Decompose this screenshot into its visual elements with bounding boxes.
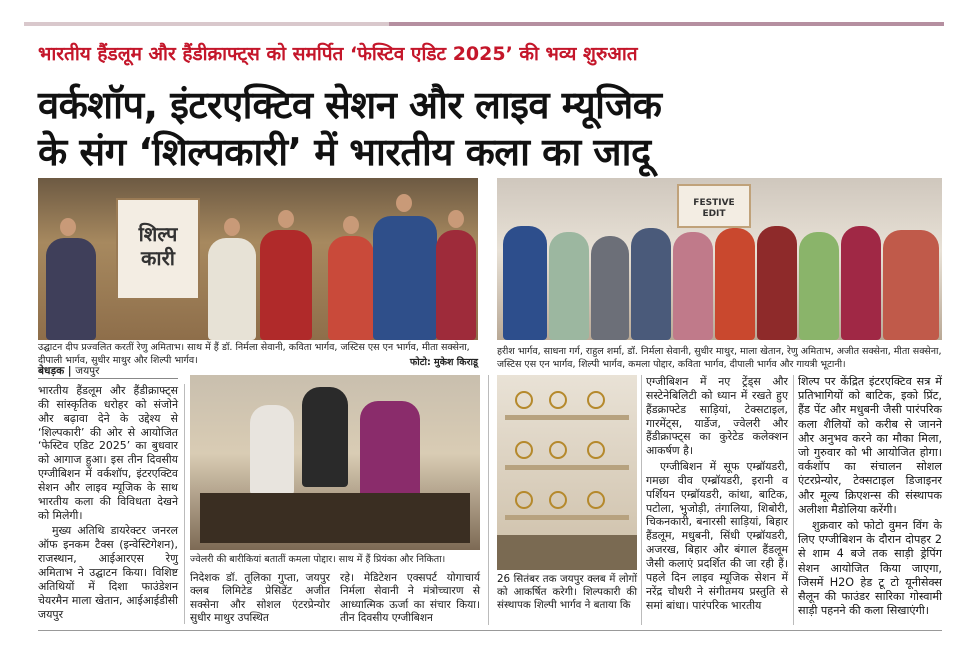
person-figure xyxy=(260,230,312,340)
jewellery-tray xyxy=(200,493,470,543)
person-figure xyxy=(302,387,348,487)
display-counter xyxy=(497,535,637,570)
necklace-icon xyxy=(515,441,533,459)
bottom-rule xyxy=(38,630,942,631)
photo-inauguration-caption: उद्घाटन दीप प्रज्वलित करतीं रेणु अमिताभ। साथ में हैं डॉ. निर्मला सेवानी, कविता भार्गव, जस्टिस एस एन भार्गव, मीता सक्सेना, दीपाली भार्गव, सुधीर माथुर और शिल्पी भार्गव। फोटो: मुकेश किराडू xyxy=(38,342,478,368)
display-shelf xyxy=(505,415,629,420)
article-paragraph: निदेशक डॉ. तूलिका गुप्ता, जयपुर क्लब लिमिटेड प्रेसिडेंट अजीत सक्सेना और सोशल एंटरप्रेन्योर सुधीर माथुर उपस्थित xyxy=(190,572,330,625)
headline-line-2: के संग ‘शिल्पकारी’ में भारतीय कला का जादू xyxy=(38,130,651,174)
column-divider xyxy=(641,375,642,625)
person-figure xyxy=(250,405,294,495)
article-column-4 xyxy=(497,573,637,614)
column-divider xyxy=(488,375,489,625)
necklace-icon xyxy=(549,491,567,509)
column-divider xyxy=(184,384,185,624)
main-headline xyxy=(38,82,943,176)
person-figure xyxy=(373,216,437,340)
article-paragraph: भारतीय हैंडलूम और हैंडीक्राफ्ट्स की सांस्कृतिक धरोहर को संजोने और बढ़ावा देने के उद्देश्य से ‘शिल्पकारी’ की ओर से आयोजित ‘फेस्टिव एडिट 2025’ का बुधवार को आगाज हुआ। इस तीन दिवसीय एग्जीबिशन में वर्कशॉप, इंटरएक्टिव सेशन और लाइव म्यूजिक के साथ भारतीय कला की विविधता देखने को मिलेगी। xyxy=(38,384,178,522)
article-paragraph: शिल्प पर केंद्रित इंटरएक्टिव सत्र में प्रतिभागियों को बाटिक, इको प्रिंट, हैंड पेंट और मधुबनी जैसी पारंपरिक कला शैलियों को करीब से जानने और अनुभव करने का मौका मिला, जो गुरुवार को भी आयोजित होगा। वर्कशॉप का संचालन सोशल एंटरप्रेन्योर, टेक्सटाइल डिजाइनर और मूल्य क्रिएशन्स की संस्थापक अलीशा मैडोलिया करेंगी। xyxy=(798,375,942,516)
column-divider xyxy=(793,375,794,625)
person-figure xyxy=(715,228,755,340)
person-head xyxy=(396,194,412,212)
person-figure xyxy=(549,232,589,340)
display-shelf xyxy=(505,465,629,470)
article-paragraph: एग्जीबिशन में सूफ एम्ब्रॉयडरी, गमछा वीव एम्ब्रॉयडरी, इरानी व पर्शियन एम्ब्रॉयडरी, कांथा, बाटिक, पटोला, भुजोड़ी, तंगालिया, शिबोरी, चिकनकारी, बनारसी साड़ियां, बिहार हैंडलूम, मधुबनी, सिंधी एम्ब्रॉयडरी, अजरख, बिहार और बंगाल हैंडलूम जैसी कलाएं प्रदर्शित की जा रही हैं। पहले दिन लाइव म्यूजिक सेशन में नरेंद्र चौधरी ने संगीतमय प्रस्तुति से समां बांधा। पारंपरिक भारतीय xyxy=(646,460,788,612)
person-figure xyxy=(631,228,671,340)
photo-jewellery xyxy=(190,375,480,550)
necklace-icon xyxy=(515,391,533,409)
article-column-1 xyxy=(38,384,178,623)
article-paragraph: मुख्य अतिथि डायरेक्टर जनरल ऑफ इनकम टैक्स (इन्वेस्टिगेशन), राजस्थान, आईआरएस रेणु अमिताभ ने उद्घाटन किया। विशिष्ट अतिथियों में दिशा फाउंडेशन चेयरमैन माला खेतान, आईआईडीसी जयपुर xyxy=(38,524,178,621)
person-figure xyxy=(799,232,839,340)
necklace-icon xyxy=(587,441,605,459)
person-figure xyxy=(673,232,713,340)
photo-group-caption: हरीश भार्गव, साधना गर्ग, राहुल शर्मा, डॉ. निर्मला सेवानी, सुधीर माथुर, माला खेतान, रेणु अमिताभ, अजीत सक्सेना, मीता सक्सेना, जस्टिस एस एन भार्गव, शिल्पी भार्गव, कमला पोद्दार, कविता भार्गव, दीपाली भार्गव और गायत्री भूटानी। xyxy=(497,346,942,370)
article-column-6 xyxy=(798,375,942,620)
person-head xyxy=(224,218,240,236)
person-figure xyxy=(503,226,547,340)
person-head xyxy=(278,210,294,228)
article-column-5 xyxy=(646,375,788,614)
article-paragraph: 26 सितंबर तक जयपुर क्लब में लोगों को आकर्षित करेगी। शिल्पकारी की संस्थापक शिल्पी भार्गव ने बताया कि xyxy=(497,573,637,612)
person-figure xyxy=(436,230,476,340)
person-head xyxy=(448,210,464,228)
top-rule-accent xyxy=(389,22,944,26)
necklace-icon xyxy=(515,491,533,509)
person-figure xyxy=(883,230,939,340)
article-column-3 xyxy=(340,572,480,628)
byline-rule xyxy=(38,378,178,379)
person-head xyxy=(343,216,359,234)
byline: बेधड़क | जयपुर xyxy=(38,365,100,377)
headline-line-1: वर्कशॉप, इंटरएक्टिव सेशन और लाइव म्यूजिक xyxy=(38,83,662,127)
necklace-icon xyxy=(549,441,567,459)
photo-credit: फोटो: मुकेश किराडू xyxy=(409,357,478,368)
necklace-icon xyxy=(549,391,567,409)
display-shelf xyxy=(505,515,629,520)
person-figure xyxy=(591,236,629,340)
person-figure xyxy=(46,238,96,340)
person-figure xyxy=(841,226,881,340)
kicker-headline: भारतीय हैंडलूम और हैंडीक्राफ्ट्स को समर्पित ‘फेस्टिव एडिट 2025’ की भव्य शुरुआत xyxy=(38,43,638,65)
article-paragraph: शुक्रवार को फोटो वुमन विंग के लिए एग्जीबिशन के दौरान दोपहर 2 से शाम 4 बजे तक साड़ी ड्रेपिंग सेशन आयोजित किया जाएगा, जिसमें H2O हेड टू टो यूनीसेक्स सैलून की फाउंडर सारिका गोस्वामी साड़ी पहनने की कला सिखाएंगी। xyxy=(798,519,942,618)
necklace-icon xyxy=(587,491,605,509)
top-rule xyxy=(24,22,944,26)
photo-jewellery-caption: ज्वेलरी की बारीकियां बतातीं कमला पोद्दार। साथ में हैं प्रियंका और निकिता। xyxy=(190,554,446,565)
festive-edit-banner: FESTIVE EDIT xyxy=(677,184,751,228)
person-figure xyxy=(328,236,374,340)
person-figure xyxy=(208,238,256,340)
person-figure xyxy=(757,226,797,340)
article-paragraph: एग्जीबिशन में नए ट्रेंड्स और सस्टेनेबिलिटी को ध्यान में रखते हुए हैंडक्राफ्टेड साड़ियां, टेक्सटाइल, गारमेंट्स, यार्डेज, ज्वेलरी और हैंडीक्राफ्ट्स का कुरेटेड कलेक्शन आकर्षण है। xyxy=(646,375,788,458)
photo-inauguration xyxy=(38,178,478,340)
article-paragraph: रहे। मेडिटेशन एक्सपर्ट योगाचार्य निर्मला सेवानी ने मंत्रोच्चारण से आध्यात्मिक ऊर्जा का संचार किया। तीन दिवसीय एग्जीबिशन xyxy=(340,572,480,625)
necklace-icon xyxy=(587,391,605,409)
person-head xyxy=(60,218,76,236)
person-figure xyxy=(360,401,420,497)
shilpkari-banner: शिल्प कारी xyxy=(116,198,200,300)
photo-group xyxy=(497,178,942,340)
photo-jewellery-display xyxy=(497,375,637,570)
article-column-2 xyxy=(190,572,330,628)
